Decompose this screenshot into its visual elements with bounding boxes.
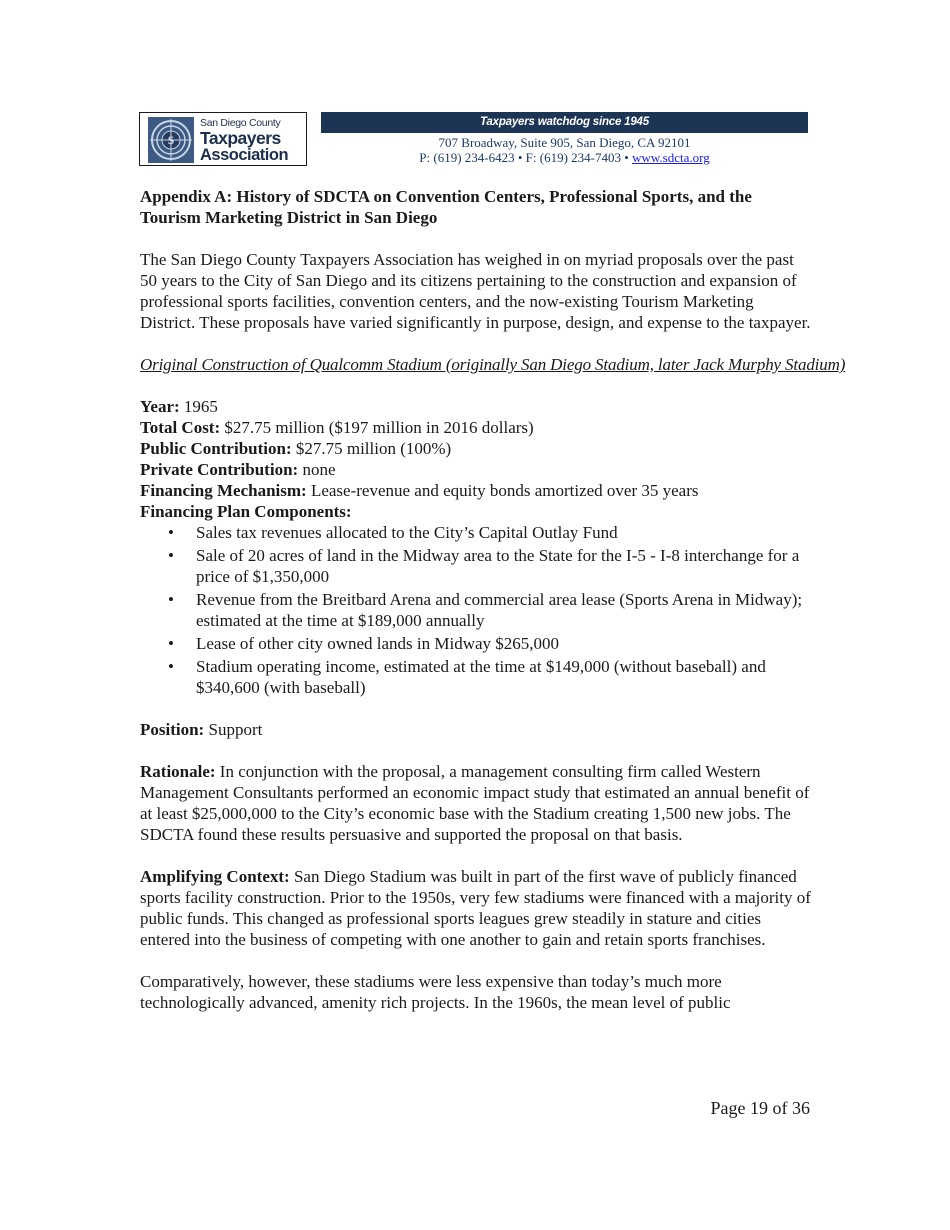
facts-list [140, 396, 812, 522]
bullet-icon: • [168, 546, 174, 565]
svg-text:$: $ [168, 133, 174, 147]
logo-wordmark [200, 116, 306, 164]
bullet-icon: • [168, 590, 174, 609]
logo-line-1: San Diego County [200, 117, 281, 129]
tagline-banner: Taxpayers watchdog since 1945 [321, 112, 808, 133]
street-address: 707 Broadway, Suite 905, San Diego, CA 92101 [438, 135, 691, 150]
contact-line [321, 150, 808, 165]
website-link[interactable]: www.sdcta.org [632, 150, 710, 165]
list-item: • Revenue from the Breitbard Arena and commercial area lease (Sports Arena in Midway); estimated at the time at $189,000 annually [168, 590, 803, 630]
section-heading: Original Construction of Qualcomm Stadium (originally San Diego Stadium, later Jack Murphy Stadium) [140, 355, 846, 374]
components-label: Financing Plan Components: [140, 502, 352, 521]
fact-private-contribution: Private Contribution: none [140, 460, 336, 479]
comparative-paragraph: Comparatively, however, these stadiums were less expensive than today’s much more technologically advanced, amenity rich projects. In the 1960s, the mean level of public [140, 972, 731, 1012]
logo-line-3: Association [200, 146, 289, 164]
page-number: Page 19 of 36 [710, 1098, 810, 1118]
fact-year: Year: 1965 [140, 397, 218, 416]
list-item: • Sales tax revenues allocated to the City’s Capital Outlay Fund [168, 523, 618, 542]
bullet-icon: • [168, 634, 174, 653]
list-item: • Stadium operating income, estimated at the time at $149,000 (without baseball) and $340,600 (with baseball) [168, 657, 766, 697]
list-item: • Lease of other city owned lands in Midway $265,000 [168, 634, 560, 653]
rationale-paragraph: Rationale: In conjunction with the proposal, a management consulting firm called Western Management Consultants performed an economic impact study that estimated an annual benefit of at least $25,000,000 to the City’s economic base with the Stadium creating 1,500 new jobs. The SDCTA found these results persuasive and supported the proposal on that basis. [140, 762, 810, 844]
sdcta-logo [139, 112, 307, 166]
phone-fax: P: (619) 234-6423 • F: (619) 234-7403 • [419, 150, 633, 165]
fact-total-cost: Total Cost: $27.75 million ($197 million in 2016 dollars) [140, 418, 534, 437]
bullet-icon: • [168, 523, 174, 542]
list-item: • Sale of 20 acres of land in the Midway area to the State for the I-5 - I-8 interchange for a price of $1,350,000 [168, 546, 800, 586]
position-paragraph: Position: Support [140, 720, 263, 739]
components-list [140, 522, 812, 698]
fact-financing-mechanism: Financing Mechanism: Lease-revenue and equity bonds amortized over 35 years [140, 481, 699, 500]
page-title: Appendix A: History of SDCTA on Convention Centers, Professional Sports, and the Tourism Marketing District in San Diego [140, 187, 752, 227]
intro-paragraph: The San Diego County Taxpayers Association has weighed in on myriad proposals over the past 50 years to the City of San Diego and its citizens pertaining to the construction and expansion of professional sports facilities, convention centers, and the now-existing Tourism Marketing District. These proposals have varied significantly in purpose, design, and expense to the taxpayer. [140, 250, 811, 332]
bullet-icon: • [168, 657, 174, 676]
logo-line-2: Taxpayers [200, 127, 281, 148]
fact-public-contribution: Public Contribution: $27.75 million (100%) [140, 439, 452, 458]
seal-emblem-icon [148, 117, 194, 163]
document-body [140, 186, 846, 1013]
context-paragraph: Amplifying Context: San Diego Stadium was built in part of the first wave of publicly financed sports facility construction. Prior to the 1950s, very few stadiums were financed with a majority of public funds. This changed as professional sports leagues grew steadily in stature and cities entered into the business of competing with one another to gain and retain sports franchises. [140, 867, 811, 949]
